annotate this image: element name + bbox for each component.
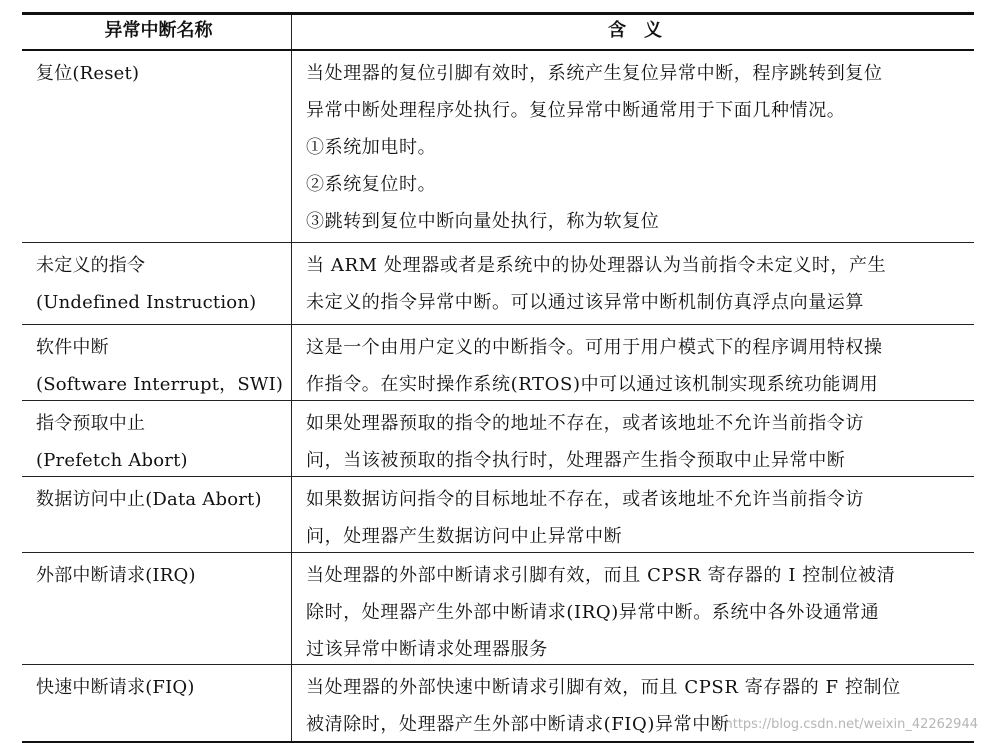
desc-line: 如果处理器预取的指令的地址不存在，或者该地址不允许当前指令访	[306, 413, 864, 434]
table-row	[22, 51, 974, 243]
table-header-row	[22, 15, 974, 51]
exception-name-cell	[22, 665, 292, 741]
header-exception-name: 异常中断名称	[22, 15, 292, 49]
desc-line: 过该异常中断请求处理器服务	[306, 639, 548, 660]
desc-line: 当处理器的外部快速中断请求引脚有效，而且 CPSR 寄存器的 F 控制位	[306, 677, 901, 698]
exception-name-cell	[22, 477, 292, 552]
table-row	[22, 325, 974, 401]
table-row	[22, 553, 974, 665]
exception-name-line: (Prefetch Abort)	[36, 450, 188, 471]
desc-line: 当 ARM 处理器或者是系统中的协处理器认为当前指令未定义时，产生	[306, 255, 887, 276]
header-meaning: 含 义	[608, 20, 662, 41]
desc-line: ②系统复位时。	[306, 174, 437, 195]
desc-line: ①系统加电时。	[306, 137, 437, 158]
desc-line: 除时，处理器产生外部中断请求(IRQ)异常中断。系统中各外设通常通	[306, 602, 880, 623]
exception-name-cell	[22, 325, 292, 400]
exception-desc-cell	[292, 51, 974, 242]
exception-name-cell	[22, 243, 292, 324]
exception-name-line: 数据访问中止(Data Abort)	[36, 489, 262, 510]
exception-name-cell	[22, 553, 292, 664]
exception-desc-cell	[292, 401, 974, 476]
desc-line: 被清除时，处理器产生外部中断请求(FIQ)异常中断	[306, 714, 730, 735]
watermark-text: https://blog.csdn.net/weixin_42262944	[724, 717, 978, 732]
desc-line: 如果数据访问指令的目标地址不存在，或者该地址不允许当前指令访	[306, 489, 864, 510]
desc-line: 当处理器的外部中断请求引脚有效，而且 CPSR 寄存器的 I 控制位被清	[306, 565, 896, 586]
exception-name-line: 指令预取中止	[36, 413, 146, 434]
desc-line: ③跳转到复位中断向量处执行，称为软复位	[306, 211, 660, 232]
exception-desc-cell	[292, 325, 974, 400]
exception-name-line: (Software Interrupt，SWI)	[36, 374, 284, 395]
exception-table	[22, 12, 974, 743]
desc-line: 作指令。在实时操作系统(RTOS)中可以通过该机制实现系统功能调用	[306, 374, 879, 395]
exception-name-line: 软件中断	[36, 337, 109, 358]
exception-name-line: 外部中断请求(IRQ)	[36, 565, 196, 586]
exception-desc-cell	[292, 477, 974, 552]
desc-line: 异常中断处理程序处执行。复位异常中断通常用于下面几种情况。	[306, 100, 846, 121]
exception-name-line: 快速中断请求(FIQ)	[36, 677, 195, 698]
table-row	[22, 477, 974, 553]
table-row	[22, 243, 974, 325]
exception-name-line: (Undefined Instruction)	[36, 292, 257, 313]
desc-line: 这是一个由用户定义的中断指令。可用于用户模式下的程序调用特权操	[306, 337, 883, 358]
desc-line: 当处理器的复位引脚有效时，系统产生复位异常中断，程序跳转到复位	[306, 63, 883, 84]
desc-line: 问，处理器产生数据访问中止异常中断	[306, 526, 623, 547]
exception-name-cell	[22, 401, 292, 476]
exception-desc-cell	[292, 553, 974, 664]
exception-name-cell	[22, 51, 292, 242]
table-row	[22, 401, 974, 477]
desc-line: 未定义的指令异常中断。可以通过该异常中断机制仿真浮点向量运算	[306, 292, 864, 313]
exception-name-line: 未定义的指令	[36, 255, 146, 276]
exception-desc-cell	[292, 243, 974, 324]
desc-line: 问，当该被预取的指令执行时，处理器产生指令预取中止异常中断	[306, 450, 846, 471]
exception-name-line: 复位(Reset)	[36, 63, 140, 84]
